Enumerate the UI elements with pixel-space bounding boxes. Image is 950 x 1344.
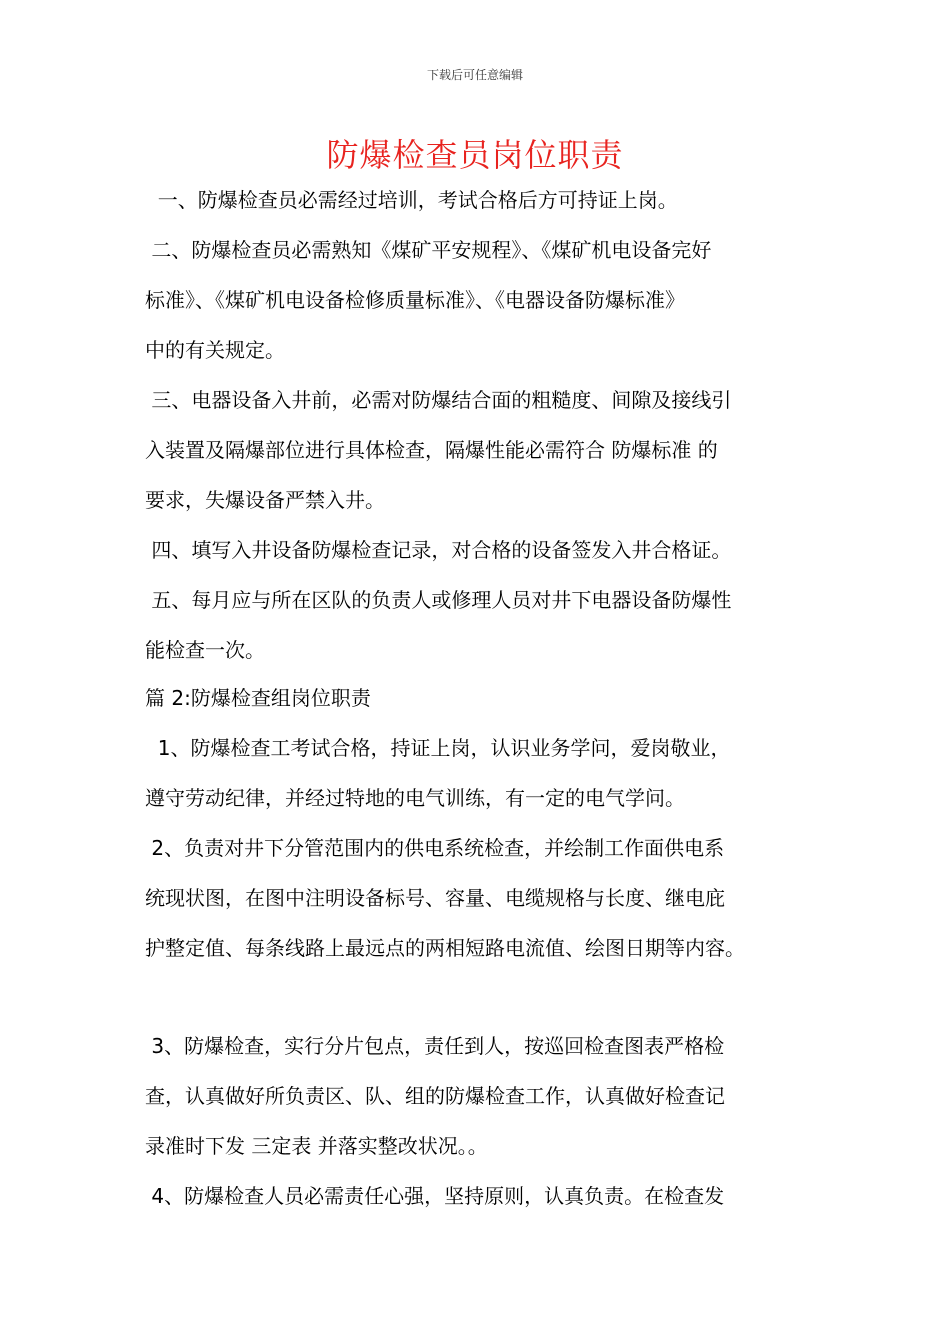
text-line: 要求，失爆设备严禁入井。 bbox=[145, 488, 385, 512]
text-line: 4、防爆检查人员必需责任心强，坚持原则，认真负责。在检查发 bbox=[145, 1184, 725, 1208]
text-line: 护整定值、每条线路上最远点的两相短路电流值、绘图日期等内容。 bbox=[145, 936, 745, 960]
page-header: 下载后可任意编辑 bbox=[426, 68, 523, 82]
text-line: 五、每月应与所在区队的负责人或修理人员对井下电器设备防爆性 bbox=[145, 588, 732, 612]
text-line: 统现状图，在图中注明设备标号、容量、电缆规格与长度、继电庇 bbox=[145, 886, 725, 910]
text-line: 入装置及隔爆部位进行具体检查，隔爆性能必需符合 防爆标准 的 bbox=[145, 438, 718, 462]
text-line: 中的有关规定。 bbox=[145, 338, 285, 362]
text-line: 一、防爆检查员必需经过培训，考试合格后方可持证上岗。 bbox=[145, 188, 678, 212]
text-line: 三、电器设备入井前，必需对防爆结合面的粗糙度、间隙及接线引 bbox=[145, 388, 732, 412]
text-line: 四、填写入井设备防爆检查记录，对合格的设备签发入井合格证。 bbox=[145, 538, 732, 562]
text-line: 标准》、《煤矿机电设备检修质量标准》、《电器设备防爆标准》 bbox=[145, 288, 685, 312]
text-line: 2、负责对井下分管范围内的供电系统检查，并绘制工作面供电系 bbox=[145, 836, 725, 860]
text-line: 查，认真做好所负责区、队、组的防爆检查工作，认真做好检查记 bbox=[145, 1084, 725, 1108]
text-line: 遵守劳动纪律，并经过特地的电气训练，有一定的电气学问。 bbox=[145, 786, 685, 810]
text-line: 二、防爆检查员必需熟知《煤矿平安规程》、《煤矿机电设备完好 bbox=[145, 238, 712, 262]
text-line: 录准时下发 三定表 并落实整改状况。。 bbox=[145, 1134, 488, 1158]
text-line: 能检查一次。 bbox=[145, 638, 265, 662]
text-line: 1、防爆检查工考试合格，持证上岗，认识业务学问，爱岗敬业， bbox=[145, 736, 731, 760]
document-title: 防爆检查员岗位职责 bbox=[326, 136, 624, 174]
section-heading: 篇 2:防爆检查组岗位职责 bbox=[145, 686, 371, 710]
text-line: 3、防爆检查，实行分片包点，责任到人，按巡回检查图表严格检 bbox=[145, 1034, 725, 1058]
